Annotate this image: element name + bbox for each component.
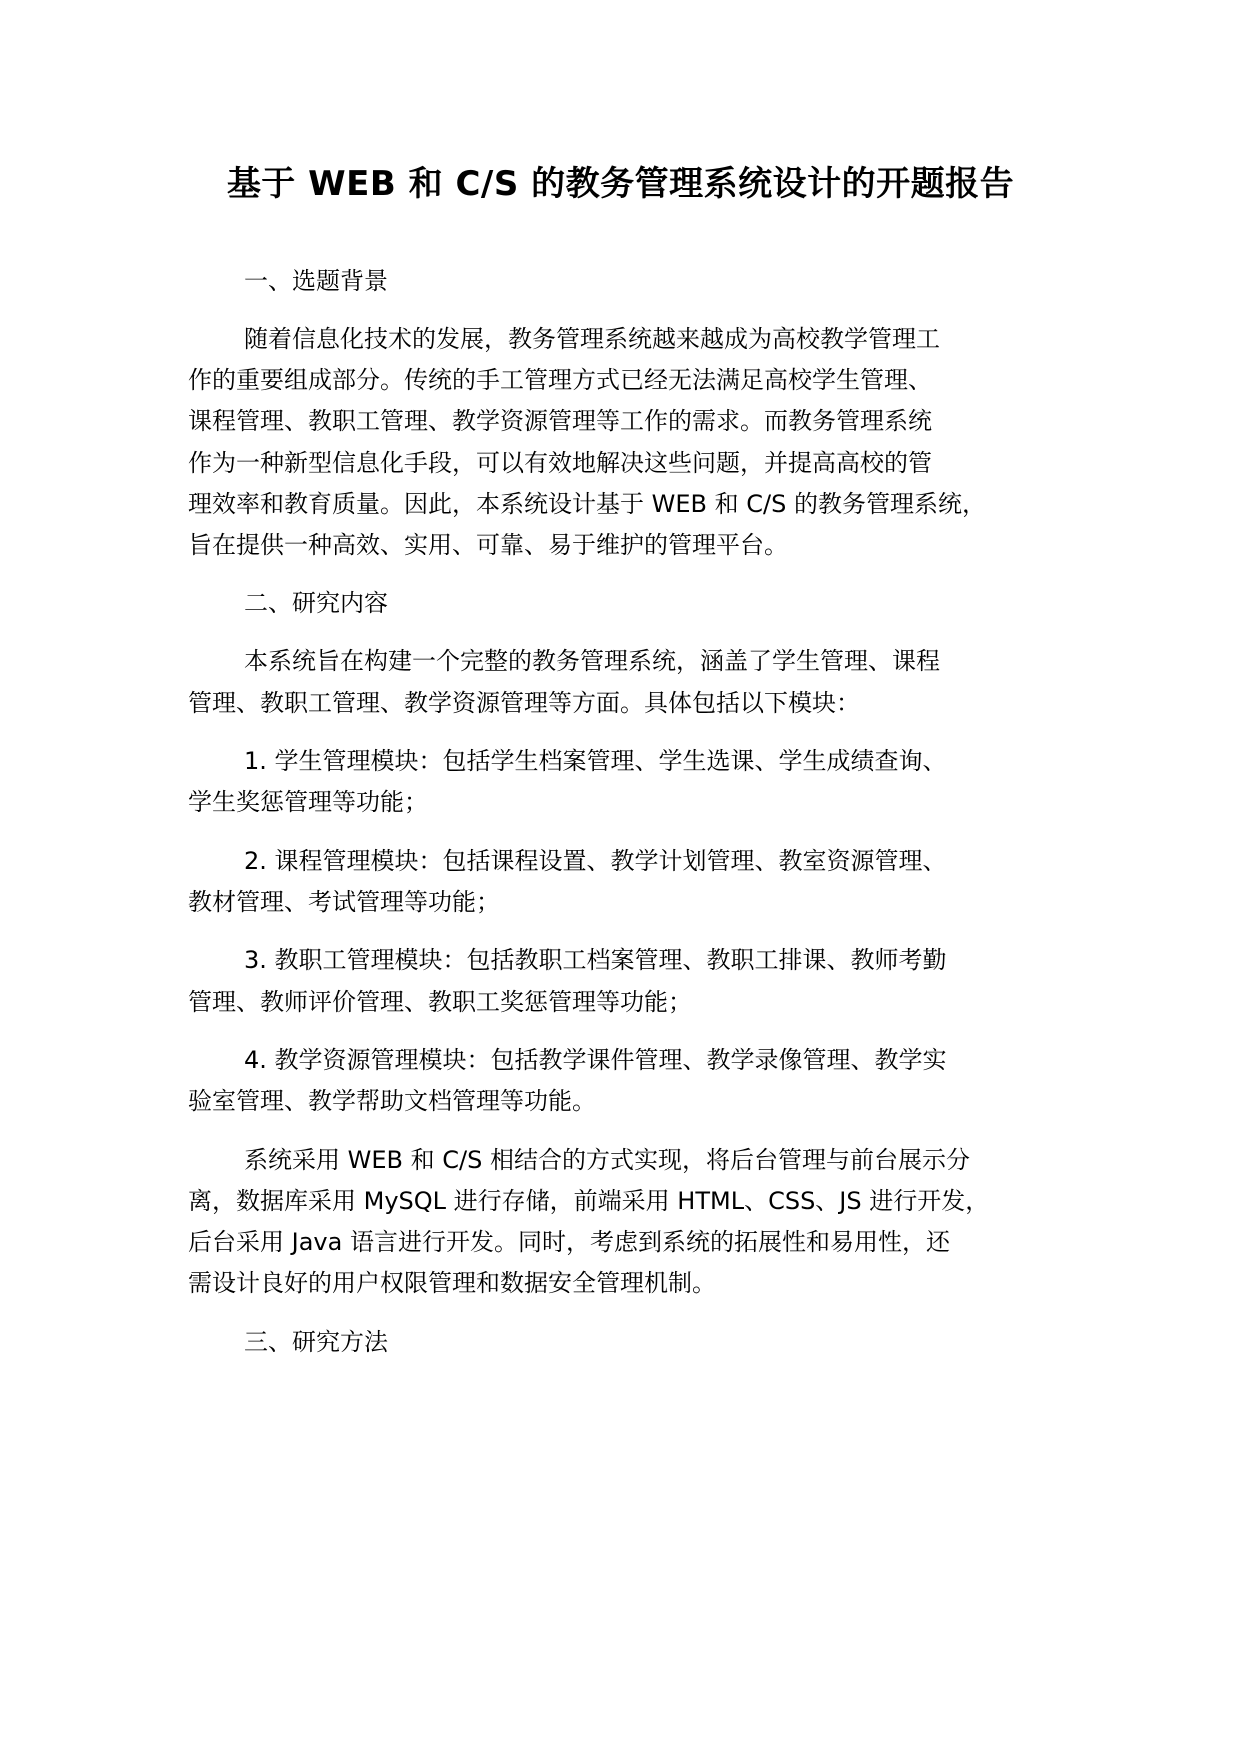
paragraph-line: 旨在提供一种高效、实用、可靠、易于维护的管理平台。 <box>188 531 788 559</box>
section-heading: 一、选题背景 <box>244 267 388 295</box>
paragraph-line: 理效率和教育质量。因此，本系统设计基于 WEB 和 C/S 的教务管理系统， <box>188 490 986 518</box>
section-heading: 二、研究内容 <box>244 589 388 617</box>
paragraph-line: 课程管理、教职工管理、教学资源管理等工作的需求。而教务管理系统 <box>188 407 932 435</box>
list-item-line: 教材管理、考试管理等功能； <box>188 888 500 916</box>
list-item-line: 管理、教师评价管理、教职工奖惩管理等功能； <box>188 988 692 1016</box>
paragraph-line: 作为一种新型信息化手段，可以有效地解决这些问题，并提高高校的管 <box>188 449 932 477</box>
paragraph-line: 后台采用 Java 语言进行开发。同时，考虑到系统的拓展性和易用性，还 <box>188 1228 950 1256</box>
paragraph-line: 需设计良好的用户权限管理和数据安全管理机制。 <box>188 1269 716 1297</box>
document-title: 基于 WEB 和 C/S 的教务管理系统设计的开题报告 <box>226 164 1015 204</box>
list-item-line: 3. 教职工管理模块：包括教职工档案管理、教职工排课、教师考勤 <box>244 946 947 974</box>
section-heading: 三、研究方法 <box>244 1328 388 1356</box>
paragraph-line: 随着信息化技术的发展，教务管理系统越来越成为高校教学管理工 <box>244 325 940 353</box>
paragraph-line: 系统采用 WEB 和 C/S 相结合的方式实现，将后台管理与前台展示分 <box>244 1146 970 1174</box>
list-item-line: 学生奖惩管理等功能； <box>188 788 428 816</box>
list-item-line: 2. 课程管理模块：包括课程设置、教学计划管理、教室资源管理、 <box>244 847 947 875</box>
list-item-line: 1. 学生管理模块：包括学生档案管理、学生选课、学生成绩查询、 <box>244 747 947 775</box>
paragraph-line: 管理、教职工管理、教学资源管理等方面。具体包括以下模块： <box>188 689 860 717</box>
list-item-line: 验室管理、教学帮助文档管理等功能。 <box>188 1087 596 1115</box>
list-item-line: 4. 教学资源管理模块：包括教学课件管理、教学录像管理、教学实 <box>244 1046 947 1074</box>
paragraph-line: 离，数据库采用 MySQL 进行存储，前端采用 HTML、CSS、JS 进行开发， <box>188 1187 990 1215</box>
paragraph-line: 作的重要组成部分。传统的手工管理方式已经无法满足高校学生管理、 <box>188 366 932 394</box>
paragraph-line: 本系统旨在构建一个完整的教务管理系统，涵盖了学生管理、课程 <box>244 647 940 675</box>
